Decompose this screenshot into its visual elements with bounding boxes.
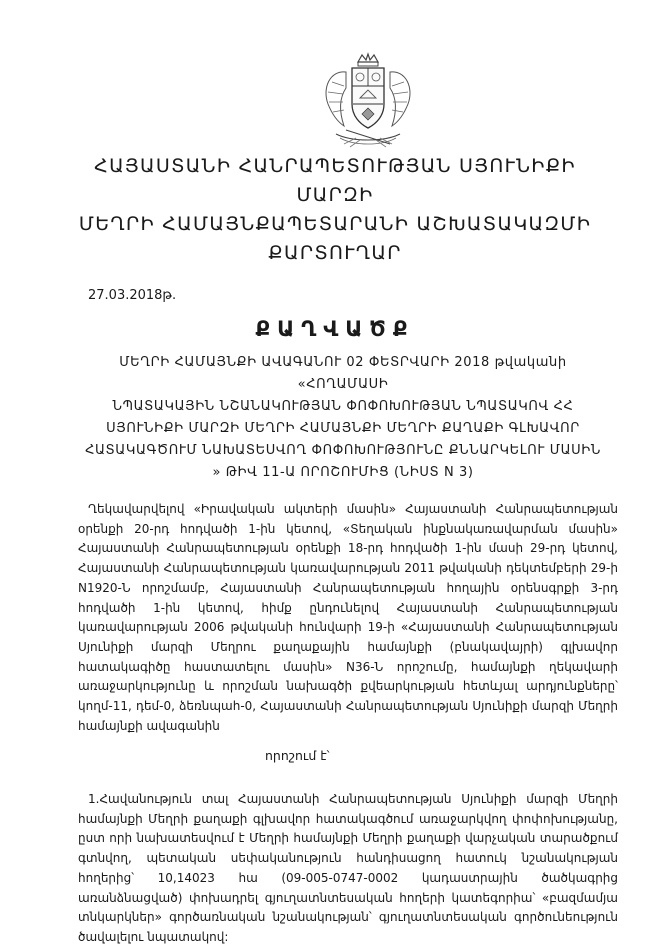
subject-line: ՍՅՈՒՆԻՔԻ ՄԱՐԶԻ ՄԵՂՐԻ ՀԱՄԱՅՆՔԻ ՄԵՂՐԻ ՔԱՂԱՔԻ ԳԼԽԱՎՈՐ	[106, 421, 580, 436]
document-title: ՔԱՂՎԱԾՔ	[255, 317, 415, 341]
issuing-authority-header	[60, 152, 610, 268]
preamble-paragraph: Ղեկավարվելով «Իրավական ակտերի մասին» Հայաստանի Հանրապետության օրենքի 20-րդ հոդվածի 1-ին կետով, «Տեղական ինքնակառավարման մասին» Հայաստանի Հանրապետության օրենքի 18-րդ հոդվածի 1-ին մասի 29-րդ կետով, Հայաստանի Հանրապետության կառավարության 2011 թվականի դեկտեմբերի 29-ի N1920-Ն որոշմամբ, Հայաստանի Հանրապետության հողային օրենսգրքի 3-րդ հոդվածի 1-ին կետով, հիմք ընդունելով Հայաստանի Հանրապետության կառավարության 2006 թվականի հունվարի 19-ի «Հայաստանի Հանրապետության Սյունիքի մարզի Մեղրու քաղաքային համայնքի (բնակավայրի) գլխավոր հատակագիծը հաստատելու մասին» N36-Ն որոշումը, համայնքի ղեկավարի առաջարկությունը և որոշման նախագծի քվեարկության հետևյալ արդյունքները՝ կողմ-11, դեմ-0, ձեռնպահ-0, Հայաստանի Հանրապետության Սյունիքի մարզի Մեղրի համայնքի ավագանին	[78, 502, 618, 733]
decision-paragraph: 1.Հավանություն տալ Հայաստանի Հանրապետության Սյունիքի մարզի Մեղրի համայնքի Մեղրի քաղաքի գլխավոր հատակագծում առաջարկվող փոփոխությանը, ըստ որի նախատեսվում է Մեղրի համայնքի Մեղրի քաղաքի վարչական տարածքում գտնվող, պետական սեփականություն հանդիսացող հատուկ նշանակության հողերից՝ 10,14023 հա (09-005-0747-0002 կադաստրային ծածկագրից առանձնացված) փոխադրել գյուղատնտեսական հողերի կատեգորիա՝ «բազմամյա տնկարկներ» գործառնական նշանակության՝ գյուղատնտեսական գործունեություն ծավալելու նպատակով:	[78, 792, 618, 944]
subject-line: ՆՊԱՏԱԿԱՅԻՆ ՆՇԱՆԱԿՈՒԹՅԱՆ ՓՈՓՈԽՈՒԹՅԱՆ ՆՊԱՏԱԿՈՎ ՀՀ	[112, 399, 574, 414]
decides-label: որոշում է՝	[265, 748, 330, 763]
header-line: ՔԱՐՏՈՒՂԱՐ	[268, 242, 402, 264]
document-date: 27.03.2018թ.	[88, 288, 177, 303]
header-line: ՀԱՅԱՍՏԱՆԻ ՀԱՆՐԱՊԵՏՈՒԹՅԱՆ ՍՅՈՒՆԻՔԻ ՄԱՐԶԻ	[94, 155, 576, 206]
subject-line: » ԹԻՎ 11-Ա ՈՐՈՇՈՒՄԻՑ (ՆԻՍՏ N 3)	[212, 465, 474, 480]
subject-line: ՀԱՏԱԿԱԳԾՈՒՄ ՆԱԽԱՏԵՍՎՈՂ ՓՈՓՈԽՈՒԹՅՈՒՆԸ ՔՆՆԱՐԿԵԼՈՒ ՄԱՍԻՆ	[85, 443, 601, 458]
document-subject	[78, 352, 608, 484]
header-line: ՄԵՂՐԻ ՀԱՄԱՅՆՔԱՊԵՏԱՐԱՆԻ ԱՇԽԱՏԱԿԱԶՄԻ	[78, 213, 592, 235]
armenia-coat-of-arms-icon	[316, 52, 420, 152]
subject-line: ՄԵՂՐԻ ՀԱՄԱՅՆՔԻ ԱՎԱԳԱՆՈՒ 02 ՓԵՏՐՎԱՐԻ 2018 թվականի «ՀՈՂԱՄԱՍԻ	[119, 355, 567, 392]
